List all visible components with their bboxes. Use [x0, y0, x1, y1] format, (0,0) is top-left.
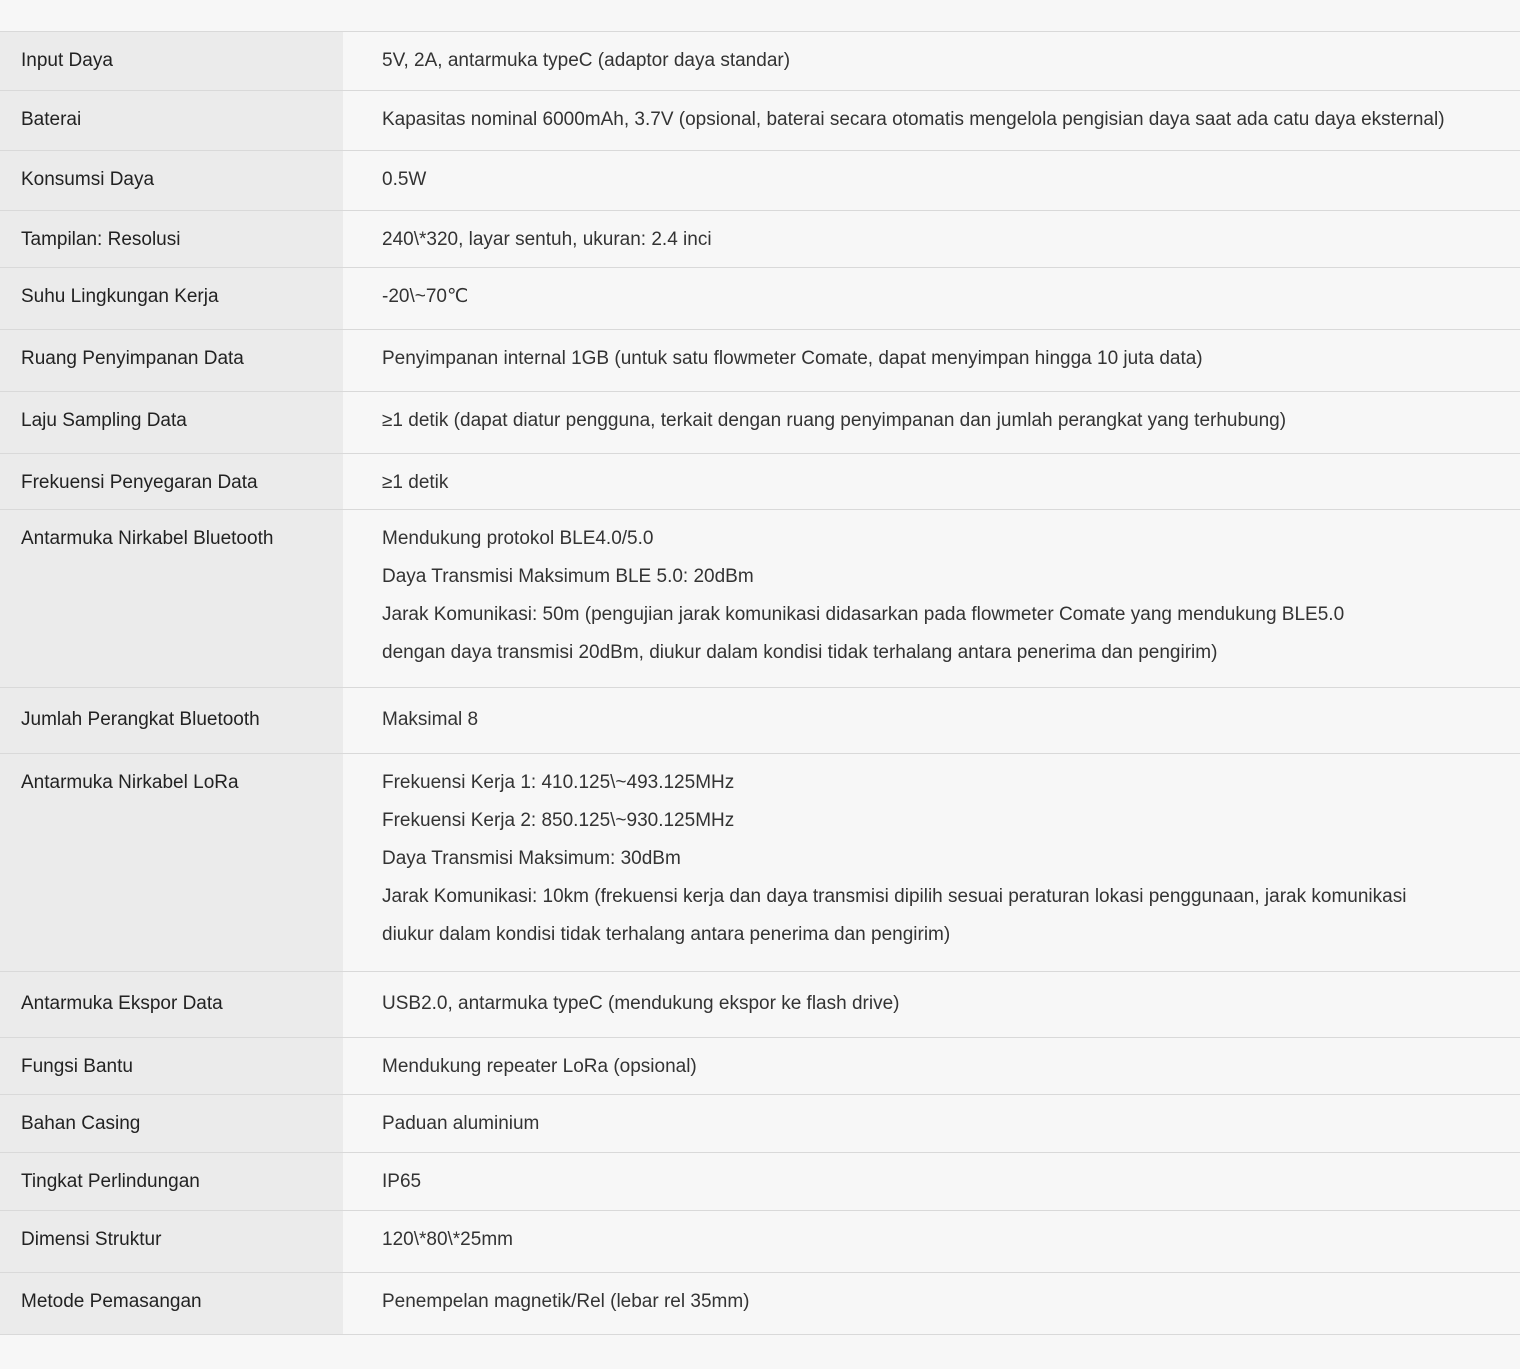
spec-row-frekuensi-penyegaran	[0, 454, 1520, 510]
spec-value	[343, 1095, 1520, 1152]
spec-label: Metode Pemasangan	[0, 1273, 343, 1334]
spec-row-metode-pemasangan	[0, 1273, 1520, 1335]
spec-value-line: IP65	[382, 1171, 422, 1192]
spec-value-line: ≥1 detik (dapat diatur pengguna, terkait dengan ruang penyimpanan dan jumlah perangkat yang terhubung)	[382, 410, 1287, 431]
spec-value-line: Daya Transmisi Maksimum BLE 5.0: 20dBm	[382, 566, 754, 587]
spec-value	[343, 330, 1520, 391]
spec-row-tampilan-resolusi	[0, 211, 1520, 268]
spec-label: Antarmuka Nirkabel Bluetooth	[0, 510, 343, 687]
spec-value-line: Mendukung protokol BLE4.0/5.0	[382, 528, 654, 549]
spec-value-line: dengan daya transmisi 20dBm, diukur dalam kondisi tidak terhalang antara penerima dan pengirim)	[382, 642, 1218, 663]
spec-value	[343, 32, 1520, 90]
spec-row-jumlah-bluetooth	[0, 688, 1520, 754]
spec-row-laju-sampling	[0, 392, 1520, 454]
spec-value-line: 240\*320, layar sentuh, ukuran: 2.4 inci	[382, 229, 712, 250]
spec-row-suhu-lingkungan	[0, 268, 1520, 330]
spec-label: Input Daya	[0, 32, 343, 90]
spec-table	[0, 31, 1520, 1335]
spec-row-ruang-penyimpanan	[0, 330, 1520, 392]
spec-value-line: Penempelan magnetik/Rel (lebar rel 35mm)	[382, 1291, 750, 1312]
spec-value	[343, 454, 1520, 509]
spec-row-tingkat-perlindungan	[0, 1153, 1520, 1211]
spec-value	[343, 1211, 1520, 1272]
spec-value-line: Frekuensi Kerja 2: 850.125\~930.125MHz	[382, 810, 735, 831]
spec-row-input-daya	[0, 32, 1520, 91]
spec-value	[343, 972, 1520, 1037]
spec-label: Ruang Penyimpanan Data	[0, 330, 343, 391]
spec-value	[343, 1038, 1520, 1094]
spec-row-ekspor-data	[0, 972, 1520, 1038]
spec-value-line: Mendukung repeater LoRa (opsional)	[382, 1056, 697, 1077]
spec-row-bluetooth	[0, 510, 1520, 688]
spec-value-line: Jarak Komunikasi: 50m (pengujian jarak komunikasi didasarkan pada flowmeter Comate yang mendukung BLE5.0	[382, 604, 1345, 625]
spec-value-line: Maksimal 8	[382, 709, 479, 730]
spec-value	[343, 211, 1520, 267]
spec-value	[343, 91, 1520, 150]
spec-value-line: USB2.0, antarmuka typeC (mendukung ekspor ke flash drive)	[382, 993, 900, 1014]
spec-value	[343, 151, 1520, 210]
spec-label: Bahan Casing	[0, 1095, 343, 1152]
spec-row-dimensi-struktur	[0, 1211, 1520, 1273]
spec-value-line: ≥1 detik	[382, 472, 449, 493]
spec-value-line: Kapasitas nominal 6000mAh, 3.7V (opsional, baterai secara otomatis mengelola pengisian daya saat ada catu daya eksternal)	[382, 109, 1445, 130]
spec-row-konsumsi-daya	[0, 151, 1520, 211]
spec-value-line: 120\*80\*25mm	[382, 1229, 513, 1250]
spec-label: Tingkat Perlindungan	[0, 1153, 343, 1210]
spec-value	[343, 688, 1520, 753]
spec-row-bahan-casing	[0, 1095, 1520, 1153]
spec-label: Suhu Lingkungan Kerja	[0, 268, 343, 329]
spec-label: Antarmuka Nirkabel LoRa	[0, 754, 343, 971]
spec-value-line: Frekuensi Kerja 1: 410.125\~493.125MHz	[382, 772, 735, 793]
spec-value-line: Penyimpanan internal 1GB (untuk satu flowmeter Comate, dapat menyimpan hingga 10 juta data)	[382, 348, 1203, 369]
spec-label: Dimensi Struktur	[0, 1211, 343, 1272]
spec-value-line: 5V, 2A, antarmuka typeC (adaptor daya standar)	[382, 50, 791, 71]
spec-value-line: Jarak Komunikasi: 10km (frekuensi kerja dan daya transmisi dipilih sesuai peraturan lokasi penggunaan, jarak komunikasi	[382, 886, 1407, 907]
spec-label: Jumlah Perangkat Bluetooth	[0, 688, 343, 753]
spec-value	[343, 1153, 1520, 1210]
spec-label: Konsumsi Daya	[0, 151, 343, 210]
spec-value	[343, 1273, 1520, 1334]
spec-value-line: -20\~70℃	[382, 286, 469, 307]
spec-label: Laju Sampling Data	[0, 392, 343, 453]
spec-value-line: 0.5W	[382, 169, 427, 190]
spec-value-line: Paduan aluminium	[382, 1113, 540, 1134]
spec-value	[343, 754, 1520, 971]
spec-row-lora	[0, 754, 1520, 972]
spec-label: Frekuensi Penyegaran Data	[0, 454, 343, 509]
spec-label: Antarmuka Ekspor Data	[0, 972, 343, 1037]
spec-value-line: diukur dalam kondisi tidak terhalang antara penerima dan pengirim)	[382, 924, 951, 945]
spec-row-baterai	[0, 91, 1520, 151]
spec-value-line: Daya Transmisi Maksimum: 30dBm	[382, 848, 681, 869]
spec-label: Baterai	[0, 91, 343, 150]
spec-value	[343, 268, 1520, 329]
spec-row-fungsi-bantu	[0, 1038, 1520, 1095]
spec-value	[343, 510, 1520, 687]
spec-label: Tampilan: Resolusi	[0, 211, 343, 267]
spec-value	[343, 392, 1520, 453]
spec-label: Fungsi Bantu	[0, 1038, 343, 1094]
